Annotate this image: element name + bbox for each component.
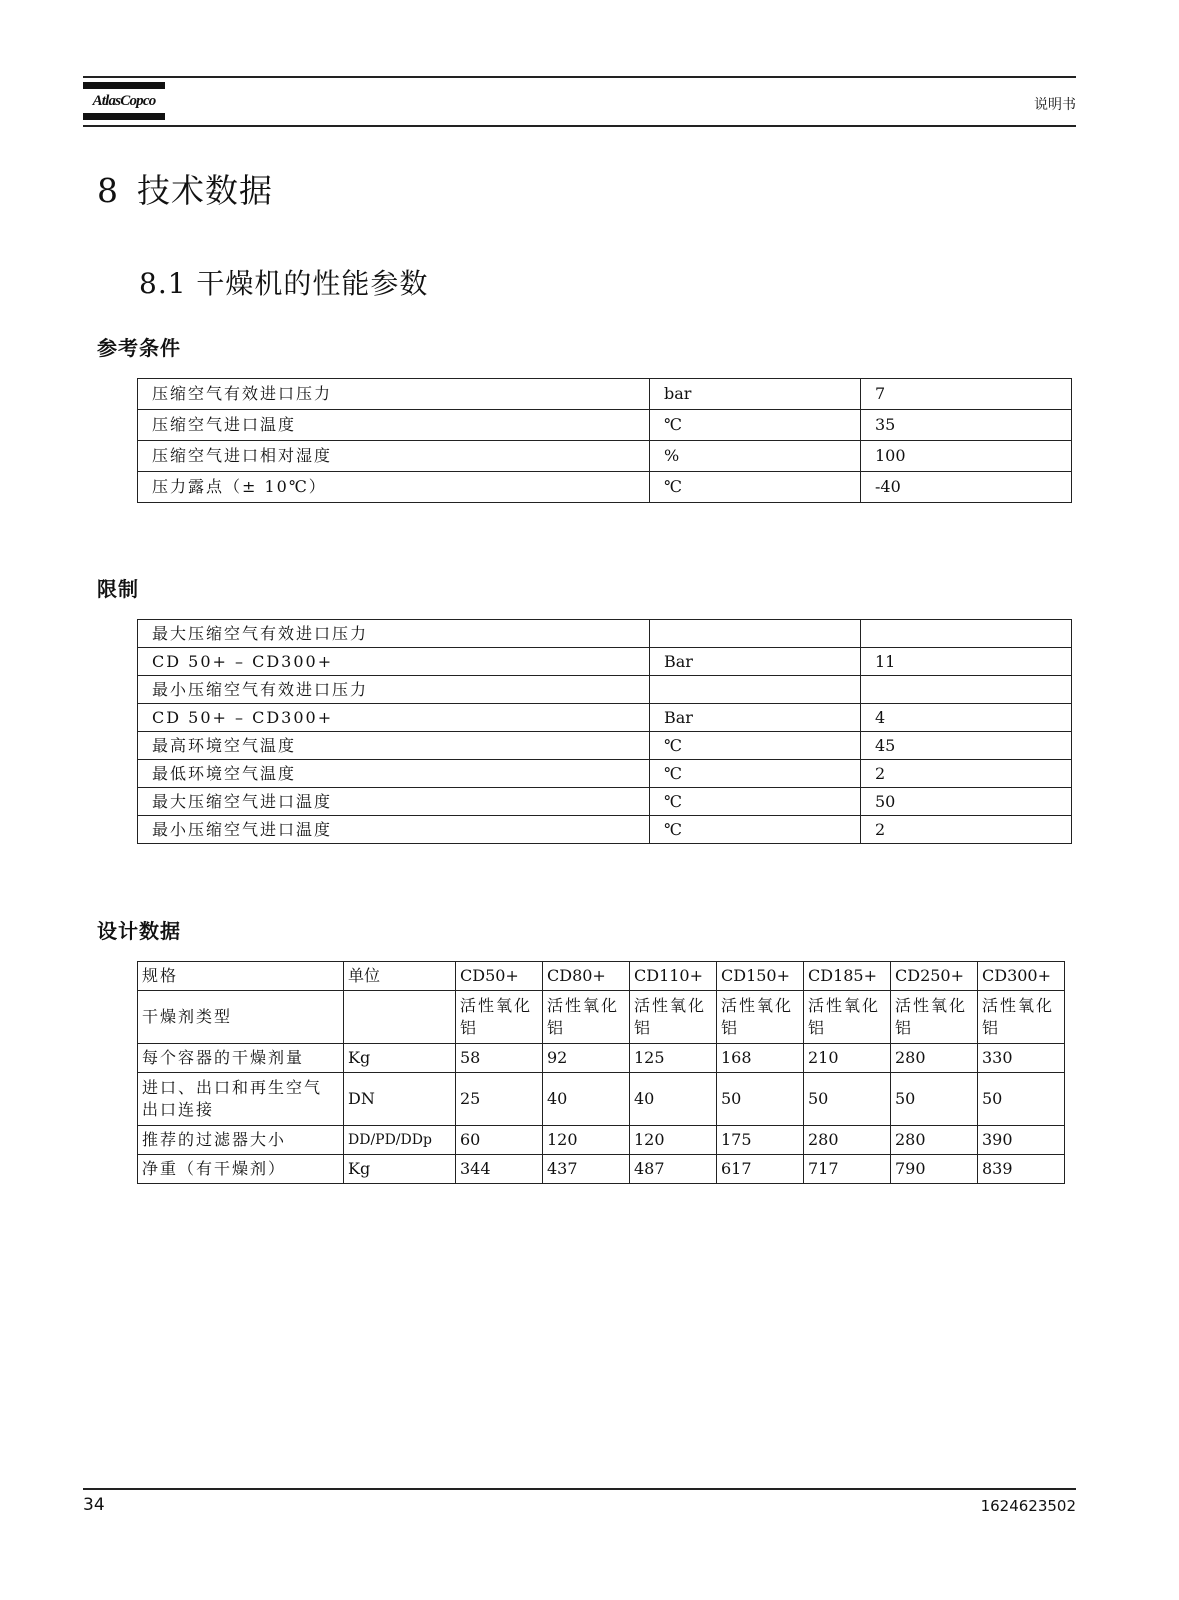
row-unit: ℃ [650, 788, 861, 816]
row-value: 2 [861, 760, 1072, 788]
table-row [138, 441, 1072, 472]
row-label: 压力露点（± 10℃） [138, 472, 650, 503]
section-title: 8.1 干燥机的性能参数 [139, 267, 429, 300]
column-header: 单位 [344, 962, 456, 991]
document-number: 1624623502 [980, 1497, 1076, 1515]
row-label: 压缩空气有效进口压力 [138, 379, 650, 410]
table-row [138, 1155, 1065, 1184]
row-value: 390 [978, 1126, 1065, 1155]
chapter-title [97, 165, 273, 212]
row-label: 净重（有干燥剂） [138, 1155, 344, 1184]
column-header: 规格 [138, 962, 344, 991]
column-header: CD50+ [456, 962, 543, 991]
document-type: 说明书 [1034, 97, 1076, 113]
column-header: CD300+ [978, 962, 1065, 991]
row-label: 干燥剂类型 [138, 991, 344, 1044]
row-value: 487 [630, 1155, 717, 1184]
table-row [138, 648, 1072, 676]
row-unit [650, 676, 861, 704]
row-value: 活性氧化铝 [804, 991, 891, 1044]
row-label: 压缩空气进口温度 [138, 410, 650, 441]
row-value: 790 [891, 1155, 978, 1184]
design-heading: 设计数据 [97, 919, 181, 943]
row-label: 压缩空气进口相对湿度 [138, 441, 650, 472]
row-label: 最大压缩空气有效进口压力 [138, 620, 650, 648]
row-unit: % [650, 441, 861, 472]
row-unit: Bar [650, 648, 861, 676]
row-unit: ℃ [650, 816, 861, 844]
row-value: 100 [861, 441, 1072, 472]
limits-heading: 限制 [97, 577, 139, 601]
header-rule-top [83, 76, 1076, 78]
column-header: CD80+ [543, 962, 630, 991]
reference-table [137, 378, 1072, 503]
row-value [861, 620, 1072, 648]
row-unit: ℃ [650, 732, 861, 760]
row-value: 50 [717, 1073, 804, 1126]
row-value: 活性氧化铝 [891, 991, 978, 1044]
row-value: 175 [717, 1126, 804, 1155]
row-label: 推荐的过滤器大小 [138, 1126, 344, 1155]
row-value: 120 [543, 1126, 630, 1155]
row-unit: bar [650, 379, 861, 410]
row-label: CD 50+ – CD300+ [138, 648, 650, 676]
row-unit [650, 620, 861, 648]
row-unit: Kg [344, 1044, 456, 1073]
row-value: 125 [630, 1044, 717, 1073]
column-header: CD250+ [891, 962, 978, 991]
row-label: 进口、出口和再生空气出口连接 [138, 1073, 344, 1126]
table-row [138, 472, 1072, 503]
row-value: 活性氧化铝 [630, 991, 717, 1044]
table-row [138, 760, 1072, 788]
table-row [138, 379, 1072, 410]
row-unit: DN [344, 1073, 456, 1126]
logo-wordmark: AtlasCopco [92, 93, 156, 109]
column-header: CD150+ [717, 962, 804, 991]
table-row [138, 620, 1072, 648]
row-value: 40 [543, 1073, 630, 1126]
table-row [138, 1073, 1065, 1126]
row-unit: ℃ [650, 760, 861, 788]
row-value: 4 [861, 704, 1072, 732]
table-row [138, 410, 1072, 441]
table-row [138, 1044, 1065, 1073]
limits-table [137, 619, 1072, 844]
row-value: 58 [456, 1044, 543, 1073]
row-value: 50 [804, 1073, 891, 1126]
row-value: 280 [891, 1044, 978, 1073]
row-value: 2 [861, 816, 1072, 844]
row-value: 280 [891, 1126, 978, 1155]
column-header: CD110+ [630, 962, 717, 991]
row-value [861, 676, 1072, 704]
column-header: CD185+ [804, 962, 891, 991]
row-value: 11 [861, 648, 1072, 676]
row-value: 717 [804, 1155, 891, 1184]
row-value: 40 [630, 1073, 717, 1126]
row-label: 最低环境空气温度 [138, 760, 650, 788]
row-label: 最小压缩空气有效进口压力 [138, 676, 650, 704]
header-rule-bottom [83, 125, 1076, 127]
page-number: 34 [83, 1495, 105, 1515]
row-value: 120 [630, 1126, 717, 1155]
row-value: 210 [804, 1044, 891, 1073]
row-unit: Bar [650, 704, 861, 732]
row-value: 活性氧化铝 [456, 991, 543, 1044]
footer-rule [83, 1488, 1076, 1490]
row-value: 25 [456, 1073, 543, 1126]
row-value: 168 [717, 1044, 804, 1073]
table-row [138, 816, 1072, 844]
row-value: 活性氧化铝 [978, 991, 1065, 1044]
row-label: 最小压缩空气进口温度 [138, 816, 650, 844]
row-label: 最大压缩空气进口温度 [138, 788, 650, 816]
row-value: 7 [861, 379, 1072, 410]
logo-bar-bottom [83, 113, 165, 120]
row-value: 活性氧化铝 [717, 991, 804, 1044]
chapter-title-text: 技术数据 [137, 171, 273, 210]
row-unit: ℃ [650, 472, 861, 503]
atlas-copco-logo [83, 82, 165, 122]
row-value: 437 [543, 1155, 630, 1184]
row-value: 60 [456, 1126, 543, 1155]
row-value: 45 [861, 732, 1072, 760]
table-row [138, 1126, 1065, 1155]
row-value: 92 [543, 1044, 630, 1073]
row-value: 50 [978, 1073, 1065, 1126]
chapter-number: 8 [97, 171, 119, 210]
reference-heading: 参考条件 [97, 336, 181, 360]
row-label: CD 50+ – CD300+ [138, 704, 650, 732]
row-value: 280 [804, 1126, 891, 1155]
table-row [138, 676, 1072, 704]
table-row [138, 788, 1072, 816]
row-value: 839 [978, 1155, 1065, 1184]
row-value: -40 [861, 472, 1072, 503]
table-row [138, 732, 1072, 760]
row-unit: DD/PD/DDp [344, 1126, 456, 1155]
table-header-row [138, 962, 1065, 991]
row-unit: ℃ [650, 410, 861, 441]
row-value: 活性氧化铝 [543, 991, 630, 1044]
row-label: 最高环境空气温度 [138, 732, 650, 760]
row-unit: Kg [344, 1155, 456, 1184]
row-value: 50 [891, 1073, 978, 1126]
row-value: 50 [861, 788, 1072, 816]
design-table [137, 961, 1065, 1184]
row-value: 35 [861, 410, 1072, 441]
row-unit [344, 991, 456, 1044]
row-label: 每个容器的干燥剂量 [138, 1044, 344, 1073]
row-value: 617 [717, 1155, 804, 1184]
table-row [138, 704, 1072, 732]
row-value: 344 [456, 1155, 543, 1184]
logo-bar-top [83, 82, 165, 89]
table-row [138, 991, 1065, 1044]
row-value: 330 [978, 1044, 1065, 1073]
